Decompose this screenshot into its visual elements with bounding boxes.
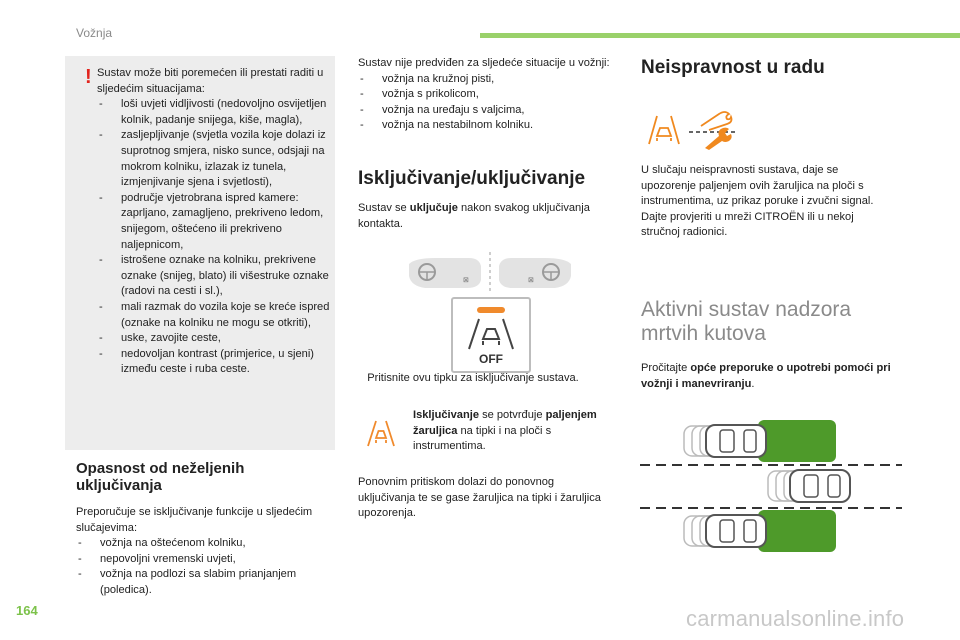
header-accent-bar — [480, 33, 960, 38]
button-led-indicator — [477, 307, 505, 313]
list-item: - područje vjetrobrana ispred kamere: zaprljano, zamagljeno, prekriveno ledom, snijegom, oštećeno ili prekriveno naljepnicom, — [97, 191, 331, 253]
page-number: 164 — [16, 603, 38, 618]
mirror-illustration — [405, 250, 575, 295]
svg-text:⊠: ⊠ — [528, 277, 534, 284]
warning-text — [97, 66, 331, 378]
list-item: - nedovoljan kontrast (primjerice, u sjeni) između ceste i ruba ceste. — [97, 347, 331, 378]
list-item: - zasljepljivanje (svjetla vozila koje dolazi iz suprotnog smjera, nisko sunce, odsjaji na mokrom kolniku, izlazak iz tunela, izmjenjivanje sjena i svjetlosti), — [97, 128, 331, 190]
fault-heading: Neispravnost u radu — [641, 57, 825, 78]
onoff-heading: Isključivanje/uključivanje — [358, 168, 586, 189]
warning-list — [97, 97, 331, 378]
unwanted-heading: Opasnost od neželjenih uključivanja — [76, 460, 245, 494]
confirm-text: Isključivanje se potvrđuje paljenjem žaruljica na tipki i na ploči s instrumentima. — [413, 409, 597, 453]
list-item: - vožnja na uređaju s valjcima, — [358, 103, 618, 119]
list-item: - istrošene oznake na kolniku, prekrivene oznake (snijeg, blato) ili višestruke oznake (radovi na cesti i sl.), — [97, 253, 331, 300]
unwanted-list — [76, 536, 326, 598]
list-item: - mali razmak do vozila koje se kreće ispred (oznake na kolniku ne mogu se otkriti), — [97, 300, 331, 331]
car-icon — [706, 425, 766, 457]
blind-spot-text: Pročitajte opće preporuke o upotrebi pomoći pri vožnji i manevriranju. — [641, 362, 891, 390]
list-item: - vožnja na nestabilnom kolniku. — [358, 118, 618, 134]
lane-departure-icon — [459, 305, 523, 365]
lane-assist-off-button[interactable] — [451, 297, 531, 373]
list-item: - vožnja na oštećenom kolniku, — [76, 536, 326, 552]
lane-warning-lamp-icon — [649, 116, 679, 144]
list-item: - uske, zavojite ceste, — [97, 331, 331, 347]
instruction-line: Pritisnite ovu tipku za isključivanje sustava. — [367, 372, 579, 384]
reactivate-text: Ponovnim pritiskom dolazi do ponovnog uključivanja te se gase žaruljica na tipki i žaruljica upozorenja. — [358, 476, 601, 520]
blind-spot-zone — [758, 420, 836, 462]
warning-intro: Sustav može biti poremećen ili prestati raditi u sljedećim situacijama: — [97, 67, 324, 95]
blind-spot-heading: Aktivni sustav nadzora mrtvih kutova — [641, 298, 852, 345]
onoff-paragraph: Sustav se uključuje nakon svakog uključivanja kontakta. — [358, 202, 590, 230]
list-item: - vožnja na podlozi sa slabim prianjanjem (poledica). — [76, 567, 326, 598]
list-item: - vožnja na kružnoj pisti, — [358, 72, 618, 88]
car-icon — [706, 515, 766, 547]
fault-lamps-illustration — [645, 108, 740, 150]
wrench-outline-icon — [701, 112, 732, 130]
svg-text:⊠: ⊠ — [463, 277, 469, 284]
unwanted-text — [76, 505, 326, 599]
car-icon — [790, 470, 850, 502]
fault-text: U slučaju neispravnosti sustava, daje se upozorenje paljenjem ovih žaruljica na ploči s instrumentima, uz prikaz poruke i zvučni signal. Dajte provjeriti u mreži CITROËN ili u nekoj stručnoj radionici. — [641, 164, 874, 239]
blind-spot-illustration — [640, 420, 905, 555]
wrench-filled-icon — [705, 128, 732, 150]
watermark: carmanualsonline.info — [686, 606, 905, 631]
list-item: - nepovoljni vremenski uvjeti, — [76, 552, 326, 568]
warning-icon: ! — [85, 66, 92, 88]
unwanted-intro: Preporučuje se isključivanje funkcije u sljedećim slučajevima: — [76, 506, 313, 534]
warning-box — [65, 56, 335, 450]
not-designed-list — [358, 72, 618, 134]
running-header: Vožnja — [76, 26, 113, 40]
list-item: - loši uvjeti vidljivosti (nedovoljno osvijetljen kolnik, padanje snijega, kiše, magla), — [97, 97, 331, 128]
not-designed-intro: Sustav nije predviđen za sljedeće situacije u vožnji: — [358, 57, 610, 69]
list-item: - vožnja s prikolicom, — [358, 87, 618, 103]
button-off-label: OFF — [479, 352, 503, 366]
not-designed-text — [358, 56, 618, 134]
lane-warning-lamp-icon — [365, 418, 397, 448]
blind-spot-zone — [758, 510, 836, 552]
right-mirror — [499, 258, 571, 288]
